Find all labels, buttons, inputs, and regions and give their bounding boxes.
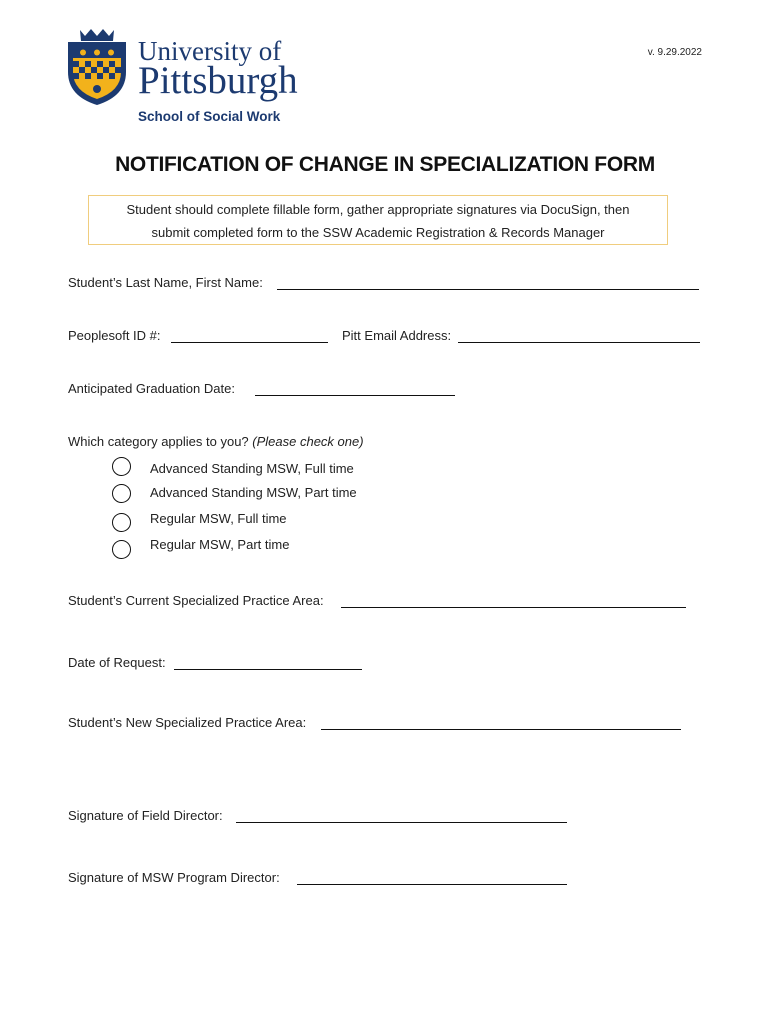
program-director-signature-field[interactable]: [297, 884, 567, 885]
email-field[interactable]: [458, 342, 700, 343]
field-director-signature-field[interactable]: [236, 822, 567, 823]
instruction-line-1: Student should complete fillable form, gather appropriate signatures via DocuSign, then: [126, 202, 630, 217]
logo-text-pittsburgh: Pittsburgh: [138, 59, 298, 102]
radio-advanced-part-time[interactable]: [112, 484, 131, 503]
field-director-signature-label: Signature of Field Director:: [68, 808, 223, 823]
email-label: Pitt Email Address:: [342, 328, 452, 343]
logo-subtitle: School of Social Work: [138, 109, 281, 124]
form-title: NOTIFICATION OF CHANGE IN SPECIALIZATION FORM: [115, 153, 655, 176]
name-field[interactable]: [277, 289, 699, 290]
radio-advanced-full-time[interactable]: [112, 457, 131, 476]
option-regular-part-time: Regular MSW, Part time: [150, 537, 290, 552]
request-date-field[interactable]: [174, 669, 362, 670]
new-area-label: Student’s New Specialized Practice Area:: [68, 715, 307, 730]
logo-text-university: University of: [138, 36, 282, 66]
option-regular-full-time: Regular MSW, Full time: [150, 511, 287, 526]
current-area-label: Student’s Current Specialized Practice Area:: [68, 593, 324, 608]
version-label: v. 9.29.2022: [647, 47, 702, 58]
graduation-date-field[interactable]: [255, 395, 455, 396]
option-advanced-part-time: Advanced Standing MSW, Part time: [150, 485, 357, 500]
radio-regular-part-time[interactable]: [112, 540, 131, 559]
name-label: Student’s Last Name, First Name:: [68, 275, 263, 290]
category-question-text: Which category applies to you?: [68, 434, 249, 449]
radio-regular-full-time[interactable]: [112, 513, 131, 532]
university-shield-logo: [66, 28, 128, 106]
program-director-signature-label: Signature of MSW Program Director:: [68, 870, 280, 885]
request-date-label: Date of Request:: [68, 655, 166, 670]
current-area-field[interactable]: [341, 607, 686, 608]
option-advanced-full-time: Advanced Standing MSW, Full time: [150, 461, 354, 476]
category-hint: (Please check one): [252, 434, 364, 449]
instruction-line-2: submit completed form to the SSW Academic Registration & Records Manager: [151, 225, 605, 240]
peoplesoft-label: Peoplesoft ID #:: [68, 328, 161, 343]
instruction-box: [88, 195, 668, 245]
peoplesoft-field[interactable]: [171, 342, 328, 343]
category-question: [68, 434, 364, 450]
graduation-date-label: Anticipated Graduation Date:: [68, 381, 235, 396]
new-area-field[interactable]: [321, 729, 681, 730]
